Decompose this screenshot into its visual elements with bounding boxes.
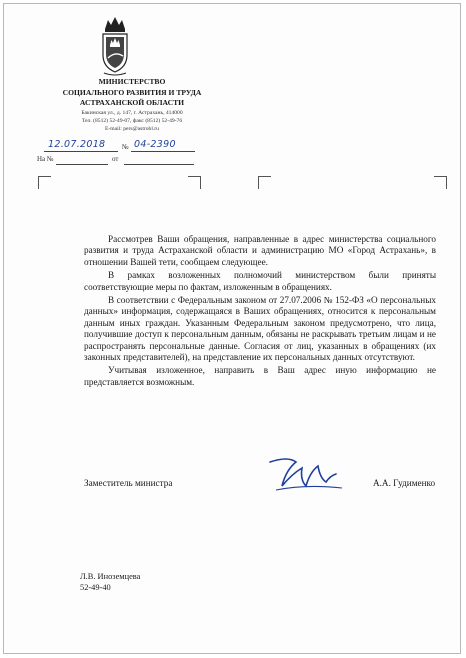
reg-date-underline — [44, 151, 118, 152]
reference-date-underline — [124, 164, 194, 165]
address-corner-right — [188, 176, 201, 189]
paragraph: Учитывая изложенное, направить в Ваш адрес иную информацию не представляется возможным. — [84, 365, 436, 387]
email-line: E-mail: pers@astrobl.ru — [105, 126, 159, 133]
coat-of-arms-icon — [99, 15, 131, 81]
recipient-corner-right — [434, 176, 447, 189]
paragraph: В рамках возложенных полномочий министерством были приняты соответствующие меры по фактам, изложенным в обращениях. — [84, 270, 436, 292]
reg-number-underline — [131, 151, 195, 152]
address-line: Бакинская ул., д. 147, г. Астрахань, 414000 — [81, 110, 183, 116]
letter-page — [3, 3, 461, 654]
executor-phone: 52-49-40 — [80, 583, 111, 592]
address-corner-left — [38, 176, 51, 189]
letter-body — [84, 234, 436, 390]
org-line: СОЦИАЛЬНОГО РАЗВИТИЯ И ТРУДА — [62, 87, 202, 97]
reg-number: 04-2390 — [134, 139, 176, 150]
reference-from-label: от — [112, 155, 119, 163]
reference-label: На № — [37, 155, 54, 163]
paragraph: В соответствии с Федеральным законом от 27.07.2006 № 152-ФЗ «О персональных данных» информация, содержащаяся в Ваших обращениях, относится к персональным данным иных граждан. Указанным Федеральным законом предусмотрено, что лица, получившие доступ к персональным данным, обязаны не раскрывать третьим лицам и не распространять персональные данные. Согласия от лиц, указанных в обращениях (их законных представителей), на представление их персональных данных отсутствуют. — [84, 295, 436, 363]
paragraph: Рассмотрев Ваши обращения, направленные в адрес министерства социального развития и труда Астраханской области и администрацию МО «Город Астрахань», в отношении Вашей тети, сообщаем следующее. — [84, 234, 436, 267]
org-line: МИНИСТЕРСТВО — [98, 77, 166, 86]
signatory-title: Заместитель министра — [84, 478, 173, 488]
executor-name: Л.В. Иноземцева — [80, 572, 141, 581]
reg-date: 12.07.2018 — [48, 139, 106, 150]
handwritten-signature — [266, 456, 350, 496]
reg-number-label: № — [122, 143, 129, 151]
reference-number-underline — [56, 164, 108, 165]
ministry-contacts — [44, 109, 220, 134]
signatory-name: А.А. Гудименко — [373, 478, 436, 488]
org-line: АСТРАХАНСКОЙ ОБЛАСТИ — [79, 98, 185, 107]
recipient-corner-left — [258, 176, 271, 189]
ministry-name — [44, 77, 220, 109]
executor-info — [80, 571, 140, 593]
phone-line: Тел. (8512) 52-49-07, факс (8512) 52-49-76 — [81, 118, 183, 125]
